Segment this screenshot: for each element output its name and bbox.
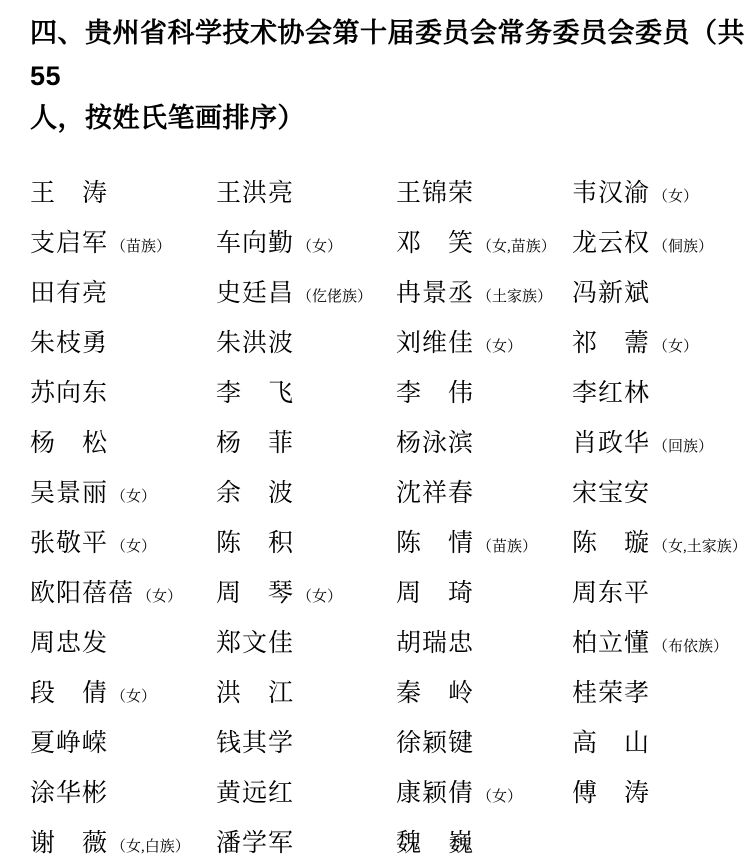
member-entry — [216, 473, 396, 509]
member-name: 魏 巍 — [396, 829, 475, 857]
member-name: 王洪亮 — [216, 179, 295, 207]
member-name: 胡瑞忠 — [396, 629, 475, 657]
member-name: 杨 松 — [30, 429, 109, 457]
section-title-line-2: 人，按姓氏笔画排序） — [30, 103, 305, 134]
member-entry — [572, 523, 747, 559]
member-name: 周忠发 — [30, 629, 109, 657]
member-entry — [572, 173, 747, 209]
member-note: （仡佬族） — [297, 288, 373, 305]
member-note: （女） — [111, 488, 157, 505]
member-name: 邓 笑 — [396, 229, 475, 257]
member-entry — [30, 373, 216, 409]
member-name: 涂华彬 — [30, 779, 109, 807]
member-name: 洪 江 — [216, 679, 295, 707]
member-note: （布依族） — [653, 638, 729, 655]
member-note: （女,白族） — [111, 838, 190, 855]
member-entry — [30, 823, 216, 859]
member-entry — [30, 173, 216, 209]
member-note: （女） — [137, 588, 183, 605]
member-name: 高 山 — [572, 729, 651, 757]
member-name: 柏立懂 — [572, 629, 651, 657]
member-entry — [216, 173, 396, 209]
member-entry — [30, 323, 216, 359]
member-entry — [396, 373, 572, 409]
member-name: 韦汉渝 — [572, 179, 651, 207]
member-entry — [30, 423, 216, 459]
member-note: （女） — [653, 338, 699, 355]
member-entry — [216, 373, 396, 409]
member-entry — [30, 673, 216, 709]
member-name: 肖政华 — [572, 429, 651, 457]
member-name: 李红林 — [572, 379, 651, 407]
member-name: 夏峥嵘 — [30, 729, 109, 757]
member-name: 李 伟 — [396, 379, 475, 407]
member-name: 朱洪波 — [216, 329, 295, 357]
member-note: （女,土家族） — [653, 538, 747, 555]
member-entry — [216, 723, 396, 759]
member-entry — [30, 573, 216, 609]
member-note: （回族） — [653, 438, 714, 455]
member-entry — [216, 623, 396, 659]
member-name: 朱枝勇 — [30, 329, 109, 357]
member-entry — [396, 623, 572, 659]
member-entry — [30, 773, 216, 809]
member-entry — [396, 523, 572, 559]
member-entry — [216, 573, 396, 609]
member-name: 傅 涛 — [572, 779, 651, 807]
member-name: 李 飞 — [216, 379, 295, 407]
member-entry — [572, 473, 747, 509]
member-name: 王 涛 — [30, 179, 109, 207]
member-name: 谢 薇 — [30, 829, 109, 857]
member-name: 祁 薷 — [572, 329, 651, 357]
member-entry — [216, 523, 396, 559]
member-entry — [216, 673, 396, 709]
member-name: 王锦荣 — [396, 179, 475, 207]
member-name: 陈 积 — [216, 529, 295, 557]
member-entry — [572, 623, 747, 659]
member-entry — [572, 773, 747, 809]
member-name: 徐颖键 — [396, 729, 475, 757]
member-name: 陈 情 — [396, 529, 475, 557]
member-entry — [396, 173, 572, 209]
member-entry — [396, 473, 572, 509]
member-name: 桂荣孝 — [572, 679, 651, 707]
member-name: 宋宝安 — [572, 479, 651, 507]
member-name: 田有亮 — [30, 279, 109, 307]
member-name: 郑文佳 — [216, 629, 295, 657]
member-entry — [216, 773, 396, 809]
member-name: 康颖倩 — [396, 779, 475, 807]
member-name: 周 琦 — [396, 579, 475, 607]
member-name: 张敬平 — [30, 529, 109, 557]
member-name: 秦 岭 — [396, 679, 475, 707]
member-entry — [216, 323, 396, 359]
member-entry — [216, 273, 396, 309]
member-entry — [396, 723, 572, 759]
member-name: 黄远红 — [216, 779, 295, 807]
member-name: 史廷昌 — [216, 279, 295, 307]
member-name: 段 倩 — [30, 679, 109, 707]
member-name: 苏向东 — [30, 379, 109, 407]
member-entry — [30, 223, 216, 259]
member-entry — [30, 523, 216, 559]
member-entry — [396, 773, 572, 809]
member-note: （土家族） — [477, 288, 553, 305]
member-name: 陈 璇 — [572, 529, 651, 557]
member-entry — [216, 823, 396, 859]
member-entry — [30, 473, 216, 509]
member-entry — [572, 223, 747, 259]
member-entry — [396, 423, 572, 459]
member-note: （女） — [297, 588, 343, 605]
member-name: 周 琴 — [216, 579, 295, 607]
member-name: 余 波 — [216, 479, 295, 507]
member-entry — [572, 723, 747, 759]
member-note: （苗族） — [477, 538, 538, 555]
member-entry — [572, 573, 747, 609]
member-entry — [572, 323, 747, 359]
member-note: （女） — [297, 238, 343, 255]
member-entry — [572, 373, 747, 409]
member-entry — [396, 673, 572, 709]
member-name: 欧阳蓓蓓 — [30, 579, 135, 607]
member-name: 杨泳滨 — [396, 429, 475, 457]
member-name: 沈祥春 — [396, 479, 475, 507]
member-note: （女） — [477, 338, 523, 355]
section-title-line-1: 四、贵州省科学技术协会第十届委员会常务委员会委员（共 55 — [30, 18, 745, 91]
member-entry — [216, 423, 396, 459]
member-note: （女,苗族） — [477, 238, 556, 255]
member-entry — [572, 673, 747, 709]
member-entry — [30, 723, 216, 759]
member-entry — [396, 823, 572, 859]
member-note: （女） — [111, 538, 157, 555]
section-title — [30, 12, 745, 140]
member-name: 龙云权 — [572, 229, 651, 257]
member-list — [30, 166, 747, 866]
member-note: （苗族） — [111, 238, 172, 255]
member-entry — [572, 423, 747, 459]
member-note: （侗族） — [653, 238, 714, 255]
member-name: 冉景丞 — [396, 279, 475, 307]
member-note: （女） — [477, 788, 523, 805]
member-note: （女） — [111, 688, 157, 705]
member-entry — [216, 223, 396, 259]
member-name: 潘学军 — [216, 829, 295, 857]
member-entry — [30, 273, 216, 309]
member-entry — [30, 623, 216, 659]
member-entry — [396, 573, 572, 609]
member-entry — [572, 273, 747, 309]
member-name: 吴景丽 — [30, 479, 109, 507]
member-entry — [396, 273, 572, 309]
member-name: 支启军 — [30, 229, 109, 257]
member-name: 杨 菲 — [216, 429, 295, 457]
member-name: 冯新斌 — [572, 279, 651, 307]
member-note: （女） — [653, 188, 699, 205]
member-entry — [396, 323, 572, 359]
member-name: 车向勤 — [216, 229, 295, 257]
member-entry — [396, 223, 572, 259]
member-name: 周东平 — [572, 579, 651, 607]
member-name: 钱其学 — [216, 729, 295, 757]
member-name: 刘维佳 — [396, 329, 475, 357]
